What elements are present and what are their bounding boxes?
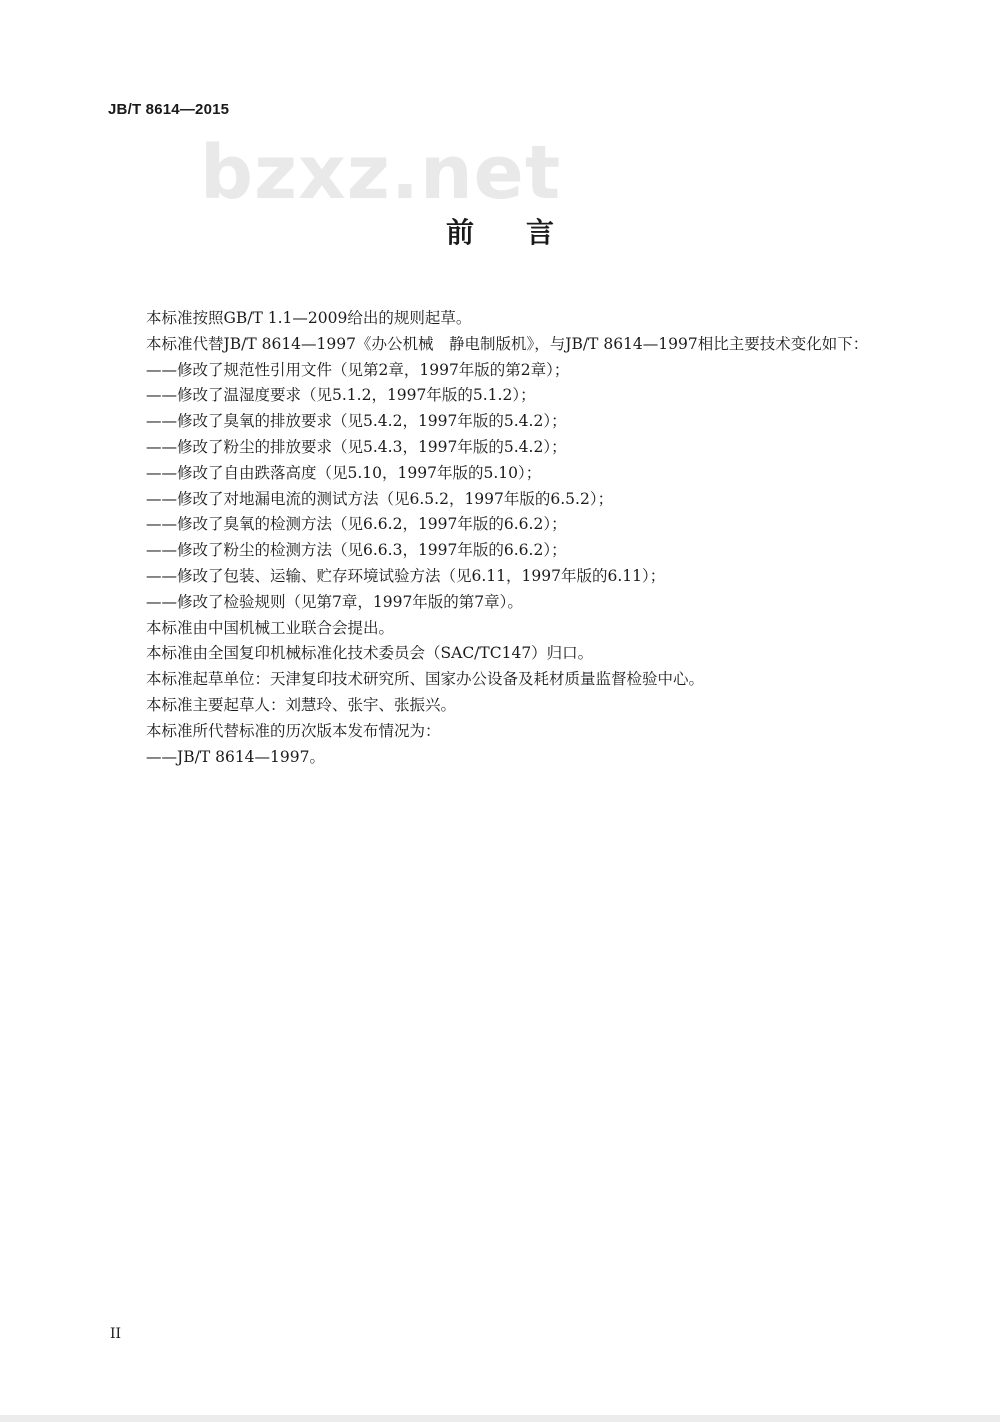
paragraph: 本标准按照GB/T 1.1—2009给出的规则起草。	[146, 309, 472, 327]
change-list-item: ——修改了包装、运输、贮存环境试验方法（见6.11，1997年版的6.11）；	[146, 566, 666, 585]
page-number: II	[110, 1326, 122, 1342]
watermark: bzxz.net	[200, 130, 562, 216]
paragraph: 本标准所代替标准的历次版本发布情况为：	[146, 721, 441, 740]
change-list-item: ——修改了粉尘的排放要求（见5.4.3，1997年版的5.4.2）；	[146, 437, 567, 456]
paragraph: 本标准代替JB/T 8614—1997《办公机械 静电制版机》，与JB/T 8614—1997相比主要技术变化如下：	[146, 334, 869, 353]
change-list-item: ——修改了臭氧的检测方法（见6.6.2，1997年版的6.6.2）；	[146, 515, 567, 534]
paragraph: 本标准由中国机械工业联合会提出。	[146, 618, 395, 637]
standard-code-header: JB/T 8614—2015	[108, 101, 230, 118]
change-list-item: ——修改了对地漏电流的测试方法（见6.5.2，1997年版的6.5.2）；	[146, 489, 614, 508]
change-list-item: ——修改了规范性引用文件（见第2章，1997年版的第2章）；	[146, 360, 570, 379]
change-list-item: ——修改了温湿度要求（见5.1.2，1997年版的5.1.2）；	[146, 386, 536, 405]
change-list-item: ——修改了自由跌落高度（见5.10，1997年版的5.10）；	[146, 463, 542, 482]
foreword-body	[146, 306, 906, 770]
paragraph: 本标准由全国复印机械标准化技术委员会（SAC/TC147）归口。	[146, 644, 594, 663]
change-list-item: ——修改了粉尘的检测方法（见6.6.3，1997年版的6.6.2）；	[146, 541, 567, 560]
paragraph: 本标准起草单位：天津复印技术研究所、国家办公设备及耗材质量监督检验中心。	[146, 670, 705, 689]
page-bottom-edge	[0, 1415, 1000, 1422]
history-list-item: ——JB/T 8614—1997。	[146, 747, 325, 766]
paragraph: 本标准主要起草人：刘慧玲、张宇、张振兴。	[146, 695, 457, 714]
change-list-item: ——修改了检验规则（见第7章，1997年版的第7章）。	[146, 592, 523, 611]
page-title: 前言	[445, 216, 606, 249]
change-list-item: ——修改了臭氧的排放要求（见5.4.2，1997年版的5.4.2）；	[146, 412, 567, 431]
